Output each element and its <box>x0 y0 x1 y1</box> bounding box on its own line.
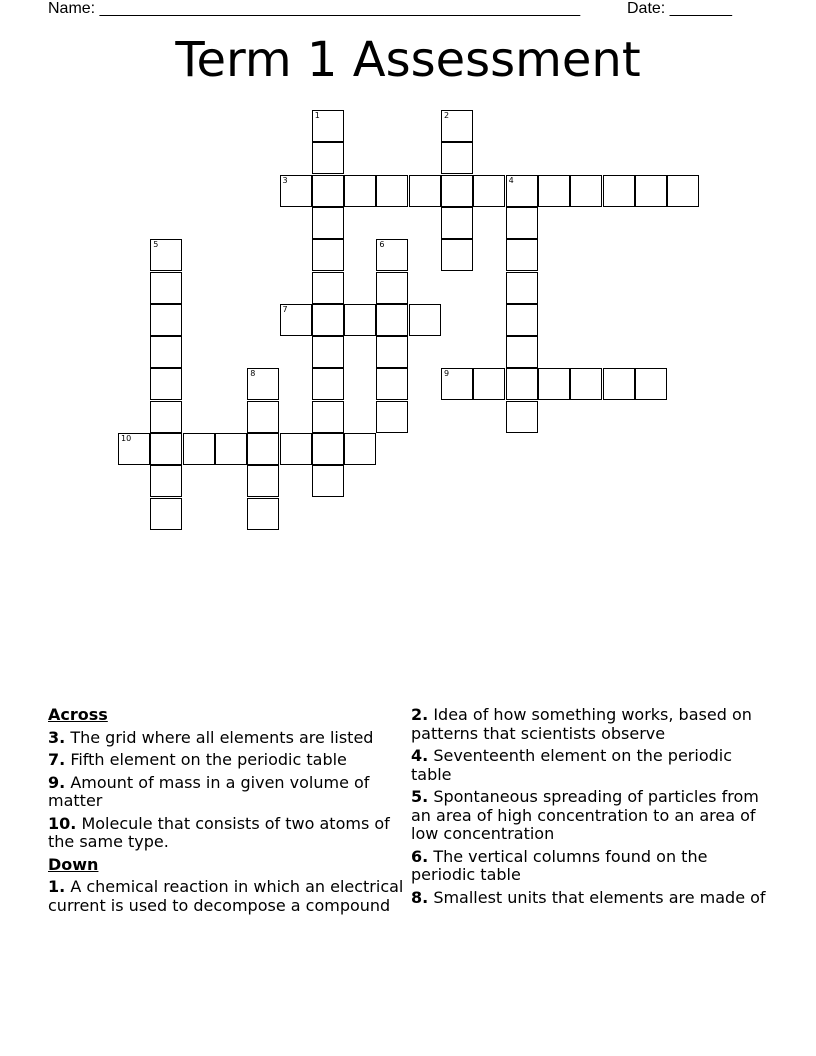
crossword-cell[interactable] <box>473 368 505 400</box>
crossword-cell[interactable] <box>506 175 538 207</box>
clue-across-9: 9. Amount of mass in a given volume of matter <box>48 772 370 810</box>
crossword-cell[interactable] <box>312 465 344 497</box>
clue-down-8: 8. Smallest units that elements are made of <box>411 887 766 907</box>
page-title: Term 1 Assessment <box>175 32 641 88</box>
crossword-cell[interactable] <box>150 465 182 497</box>
crossword-cell[interactable] <box>312 368 344 400</box>
crossword-cell[interactable] <box>247 433 279 465</box>
crossword-cell[interactable] <box>376 336 408 368</box>
clue-number: 2 <box>444 111 450 120</box>
crossword-cell[interactable] <box>506 272 538 304</box>
crossword-cell[interactable] <box>312 336 344 368</box>
crossword-cell[interactable] <box>150 272 182 304</box>
crossword-cell[interactable] <box>312 433 344 465</box>
crossword-cell[interactable] <box>667 175 699 207</box>
crossword-cell[interactable] <box>538 368 570 400</box>
crossword-cell[interactable] <box>312 175 344 207</box>
crossword-cell[interactable] <box>441 207 473 239</box>
date-field[interactable] <box>627 0 732 18</box>
crossword-cell[interactable] <box>344 433 376 465</box>
crossword-cell[interactable] <box>150 433 182 465</box>
crossword-cell[interactable] <box>344 304 376 336</box>
crossword-cell[interactable] <box>635 175 667 207</box>
clue-number: 4 <box>508 175 514 185</box>
crossword-cell[interactable] <box>280 175 312 207</box>
clue-down-4: 4. Seventeenth element on the periodic table <box>411 746 732 784</box>
clues-right-column <box>411 702 776 907</box>
crossword-cell[interactable] <box>312 142 344 174</box>
clue-down-5: 5. Spontaneous spreading of particles from an area of high concentration to an area of low concentration <box>411 787 759 843</box>
name-label: Name: <box>48 0 96 17</box>
crossword-cell[interactable] <box>441 368 473 400</box>
clue-number: 7 <box>282 304 288 314</box>
crossword-cell[interactable] <box>603 175 635 207</box>
crossword-cell[interactable] <box>150 498 182 530</box>
crossword-cell[interactable] <box>150 304 182 336</box>
crossword-cell[interactable] <box>247 368 279 400</box>
crossword-cell[interactable] <box>473 175 505 207</box>
crossword-cell[interactable] <box>247 498 279 530</box>
crossword-cell[interactable] <box>409 175 441 207</box>
crossword-cell[interactable] <box>506 401 538 433</box>
clue-across-7: 7. Fifth element on the periodic table <box>48 750 347 769</box>
clue-number: 9 <box>444 369 450 379</box>
clue-number: 5 <box>153 240 159 250</box>
crossword-cell[interactable] <box>506 336 538 368</box>
clue-across-3: 3. The grid where all elements are listed <box>48 727 374 747</box>
crossword-cell[interactable] <box>376 175 408 207</box>
clue-number: 1 <box>314 111 320 120</box>
crossword-cell[interactable] <box>150 239 182 271</box>
crossword-cell[interactable] <box>280 304 312 336</box>
crossword-cell[interactable] <box>312 207 344 239</box>
crossword-cell[interactable] <box>247 465 279 497</box>
name-line: ______________________________________________________ <box>99 0 581 17</box>
name-field[interactable] <box>48 0 580 18</box>
date-line: _______ <box>669 0 732 17</box>
clue-down-2: 2. Idea of how something works, based on patterns that scientists observe <box>411 705 752 743</box>
crossword-cell[interactable] <box>441 110 473 142</box>
crossword-cell[interactable] <box>409 304 441 336</box>
clue-across-10: 10. Molecule that consists of two atoms of the same type. <box>48 813 390 851</box>
crossword-cell[interactable] <box>312 304 344 336</box>
crossword-cell[interactable] <box>538 175 570 207</box>
crossword-cell[interactable] <box>312 110 344 142</box>
crossword-cell[interactable] <box>506 304 538 336</box>
crossword-cell[interactable] <box>376 401 408 433</box>
crossword-cell[interactable] <box>344 175 376 207</box>
crossword-cell[interactable] <box>183 433 215 465</box>
crossword-cell[interactable] <box>570 368 602 400</box>
crossword-cell[interactable] <box>376 304 408 336</box>
crossword-cell[interactable] <box>150 401 182 433</box>
clues-left-column <box>48 702 408 915</box>
clue-down-6: 6. The vertical columns found on the periodic table <box>411 846 708 884</box>
down-heading: Down <box>48 854 99 874</box>
crossword-cell[interactable] <box>312 272 344 304</box>
crossword-cell[interactable] <box>603 368 635 400</box>
clue-number: 10 <box>121 434 132 443</box>
date-label: Date: <box>627 0 666 17</box>
crossword-cell[interactable] <box>280 433 312 465</box>
crossword-cell[interactable] <box>376 239 408 271</box>
clue-down-1: 1. A chemical reaction in which an electrical current is used to decompose a compound <box>48 877 404 915</box>
across-heading: Across <box>48 705 108 724</box>
crossword-cell[interactable] <box>312 239 344 271</box>
crossword-cell[interactable] <box>376 272 408 304</box>
crossword-cell[interactable] <box>441 142 473 174</box>
clue-number: 3 <box>282 175 288 185</box>
crossword-cell[interactable] <box>441 175 473 207</box>
crossword-cell[interactable] <box>570 175 602 207</box>
crossword-cell[interactable] <box>506 239 538 271</box>
crossword-cell[interactable] <box>441 239 473 271</box>
crossword-cell[interactable] <box>376 368 408 400</box>
clue-number: 6 <box>379 240 385 250</box>
crossword-cell[interactable] <box>150 368 182 400</box>
crossword-cell[interactable] <box>247 401 279 433</box>
crossword-cell[interactable] <box>506 207 538 239</box>
crossword-cell[interactable] <box>118 433 150 465</box>
crossword-cell[interactable] <box>635 368 667 400</box>
crossword-cell[interactable] <box>150 336 182 368</box>
crossword-cell[interactable] <box>312 401 344 433</box>
crossword-cell[interactable] <box>215 433 247 465</box>
crossword-cell[interactable] <box>506 368 538 400</box>
clue-number: 8 <box>250 369 256 379</box>
